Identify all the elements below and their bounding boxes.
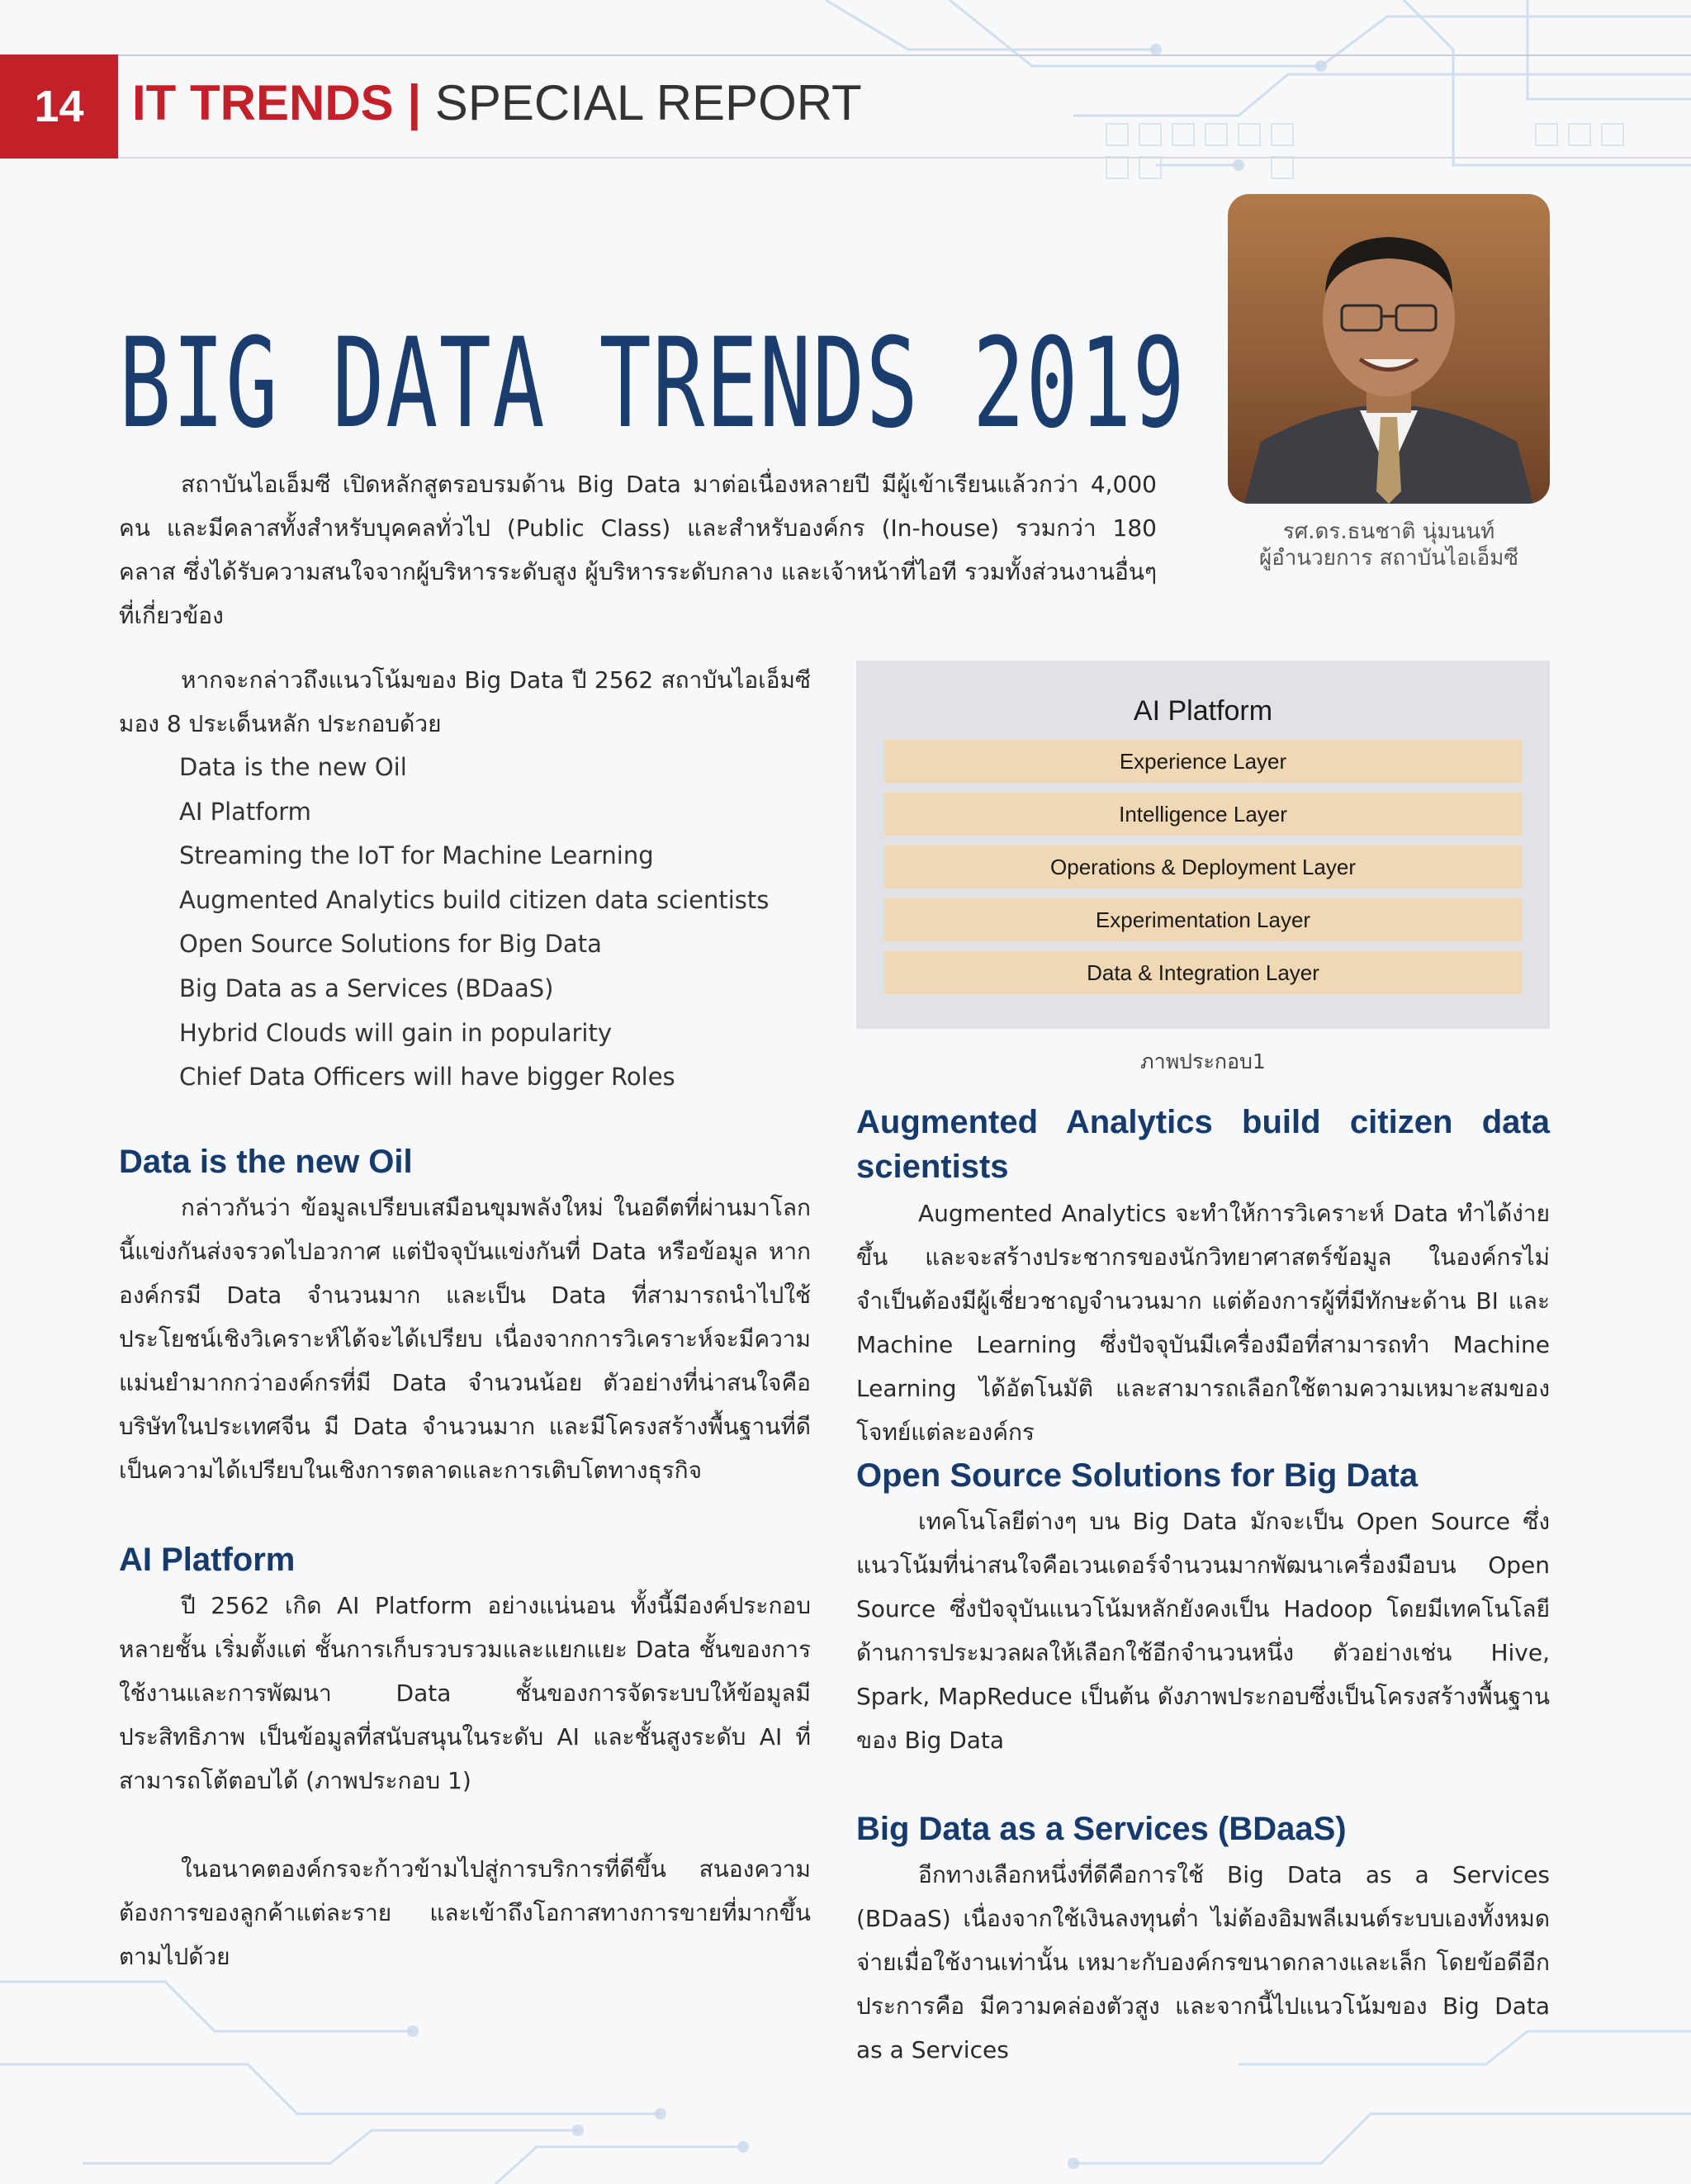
ai-text-2: ในอนาคตองค์กรจะก้าวข้ามไปสู่การบริการที่ดีขึ้น สนองความต้องการของลูกค้าแต่ละราย และเข้าถึงโอกาสทางการขายที่มากขึ้นตามไปด้วย — [119, 1855, 811, 1970]
intro-paragraph — [119, 462, 1157, 637]
trends-intro-text: หากจะกล่าวถึงแนวโน้มของ Big Data ปี 2562 สถาบันไอเอ็มซี มอง 8 ประเด็นหลัก ประกอบด้วย — [119, 666, 811, 737]
oil-text: กล่าวกันว่า ข้อมูลเปรียบเสมือนขุมพลังใหม่ ในอดีตที่ผ่านมาโลกนี้แข่งกันส่งจรวดไปอวกาศ แต่ปัจจุบันแข่งกันที่ Data หรือข้อมูล หากองค์กรมี Data จำนวนมาก และเป็น Data ที่สามารถนำไปใช้ประโยชน์เชิงวิเคราะห์ได้จะได้เปรียบ เนื่องจากการวิเคราะห์จะมีความแม่นยำมากกว่าองค์กรที่มี Data จำนวนน้อย ตัวอย่างที่น่าสนใจคือ บริษัทในประเทศจีน มี Data จำนวนมาก และมีโครงสร้างพื้นฐานที่ดี เป็นความได้เปรียบในเชิงการตลาดและการเติบโตทางธุรกิจ — [119, 1194, 811, 1484]
figure-caption: ภาพประกอบ1 — [1140, 1049, 1266, 1073]
ai-platform-figure — [856, 661, 1550, 1029]
opensource-text: เทคโนโลยีต่างๆ บน Big Data มักจะเป็น Open Source ซึ่งแนวโน้มที่น่าสนใจคือเวนเดอร์จำนวนมากพัฒนาเครื่องมือบน Open Source ซึ่งปัจจุบันแนวโน้มหลักยังคงเป็น Hadoop โดยมีเทคโนโลยีด้านการประมวลผลให้เลือกใช้อีกจำนวนหนึ่ง ตัวอย่างเช่น Hive, Spark, MapReduce เป็นต้น ดังภาพประกอบซึ่งเป็นโครงสร้างพื้นฐานของ Big Data — [856, 1508, 1550, 1754]
layer-experience: Experience Layer — [884, 740, 1522, 783]
augmented-paragraph — [856, 1191, 1550, 1454]
list-item: Open Source Solutions for Big Data — [179, 930, 602, 959]
caption-role: ผู้อำนวยการ สถาบันไอเอ็มซี — [1258, 546, 1519, 571]
layer-operations: Operations & Deployment Layer — [884, 846, 1522, 888]
article-title: BIG DATA TRENDS 2019 — [119, 312, 1187, 456]
layer-data-integration: Data & Integration Layer — [884, 951, 1522, 994]
portrait-illustration — [1228, 194, 1550, 504]
list-item: Streaming the IoT for Machine Learning — [179, 841, 654, 870]
bdaas-paragraph — [856, 1853, 1550, 2072]
augmented-text: Augmented Analytics จะทำให้การวิเคราะห์ Data ทำได้ง่ายขึ้น และจะสร้างประชากรของนักวิทยาศาสตร์ข้อมูล ในองค์กรไม่จำเป็นต้องมีผู้เชี่ยวชาญจำนวนมาก แต่ต้องการผู้ที่มีทักษะด้าน BI และ Machine Learning ซึ่งปัจจุบันมีเครื่องมือที่สามารถทำ Machine Learning ได้อัตโนมัติ และสามารถเลือกใช้ตามความเหมาะสมของโจทย์แต่ละองค์กร — [856, 1200, 1550, 1446]
layer-intelligence: Intelligence Layer — [884, 793, 1522, 836]
layer-experimentation: Experimentation Layer — [884, 898, 1522, 941]
figure-title: AI Platform — [1133, 695, 1273, 727]
heading-bdaas: Big Data as a Services (BDaaS) — [856, 1811, 1347, 1847]
list-item: Augmented Analytics build citizen data scientists — [179, 885, 770, 914]
section-label — [132, 74, 862, 140]
heading-data-oil: Data is the new Oil — [119, 1144, 413, 1180]
heading-open-source: Open Source Solutions for Big Data — [856, 1457, 1419, 1494]
author-photo — [1228, 194, 1550, 504]
header-rule-bottom — [0, 157, 1691, 159]
trends-intro-paragraph — [119, 658, 811, 746]
bdaas-text: อีกทางเลือกหนึ่งที่ดีคือการใช้ Big Data as a Services (BDaaS) เนื่องจากใช้เงินลงทุนต่ำ ไม่ต้องอิมพลีเมนต์ระบบเองทั้งหมด จ่ายเมื่อใช้งานเท่านั้น เหมาะกับองค์กรขนาดกลางและเล็ก โดยข้อดีอีกประการคือ มีความคล่องตัวสูง และจากนี้ไปแนวโน้มของ Big Data as a Services — [856, 1861, 1550, 2063]
ai-paragraph — [119, 1584, 811, 1803]
list-item: Data is the new Oil — [179, 753, 407, 781]
subsection-name: SPECIAL REPORT — [421, 75, 862, 130]
ai-text: ปี 2562 เกิด AI Platform อย่างแน่นอน ทั้งนี้มีองค์ประกอบหลายชั้น เริ่มตั้งแต่ ชั้นการเก็บรวบรวมและแยกแยะ Data ชั้นของการใช้งานและการพัฒนา Data ชั้นของการจัดระบบให้ข้อมูลมีประสิทธิภาพ เป็นข้อมูลที่สนับสนุนในระดับ AI และชั้นสูงระดับ AI ที่สามารถโต้ตอบได้ (ภาพประกอบ 1) — [119, 1592, 811, 1794]
opensource-paragraph — [856, 1499, 1550, 1762]
oil-paragraph — [119, 1186, 811, 1492]
ai-paragraph-2 — [119, 1847, 811, 1978]
photo-caption — [1228, 519, 1550, 571]
list-item: Chief Data Officers will have bigger Roles — [179, 1063, 675, 1092]
page-number: 14 — [0, 54, 118, 159]
header-rule — [0, 54, 1691, 56]
heading-augmented: Augmented Analytics build citizen data scientists — [856, 1104, 1550, 1185]
section-name: IT TRENDS | — [132, 75, 422, 130]
list-item: Hybrid Clouds will gain in popularity — [179, 1018, 613, 1047]
trends-list — [179, 746, 769, 1100]
intro-text: สถาบันไอเอ็มซี เปิดหลักสูตรอบรมด้าน Big Data มาต่อเนื่องหลายปี มีผู้เข้าเรียนแล้วกว่า 4,000 คน และมีคลาสทั้งสำหรับบุคคลทั่วไป (Public Class) และสำหรับองค์กร (In-house) รวมกว่า 180 คลาส ซึ่งได้รับความสนใจจากผู้บริหารระดับสูง ผู้บริหารระดับกลาง และเจ้าหน้าที่ไอที รวมทั้งส่วนงานอื่นๆ ที่เกี่ยวข้อง — [119, 471, 1157, 629]
heading-ai-platform: AI Platform — [119, 1542, 296, 1578]
list-item: Big Data as a Services (BDaaS) — [179, 974, 554, 1002]
list-item: AI Platform — [179, 797, 311, 826]
caption-name: รศ.ดร.ธนชาติ นุ่มนนท์ — [1282, 519, 1495, 544]
